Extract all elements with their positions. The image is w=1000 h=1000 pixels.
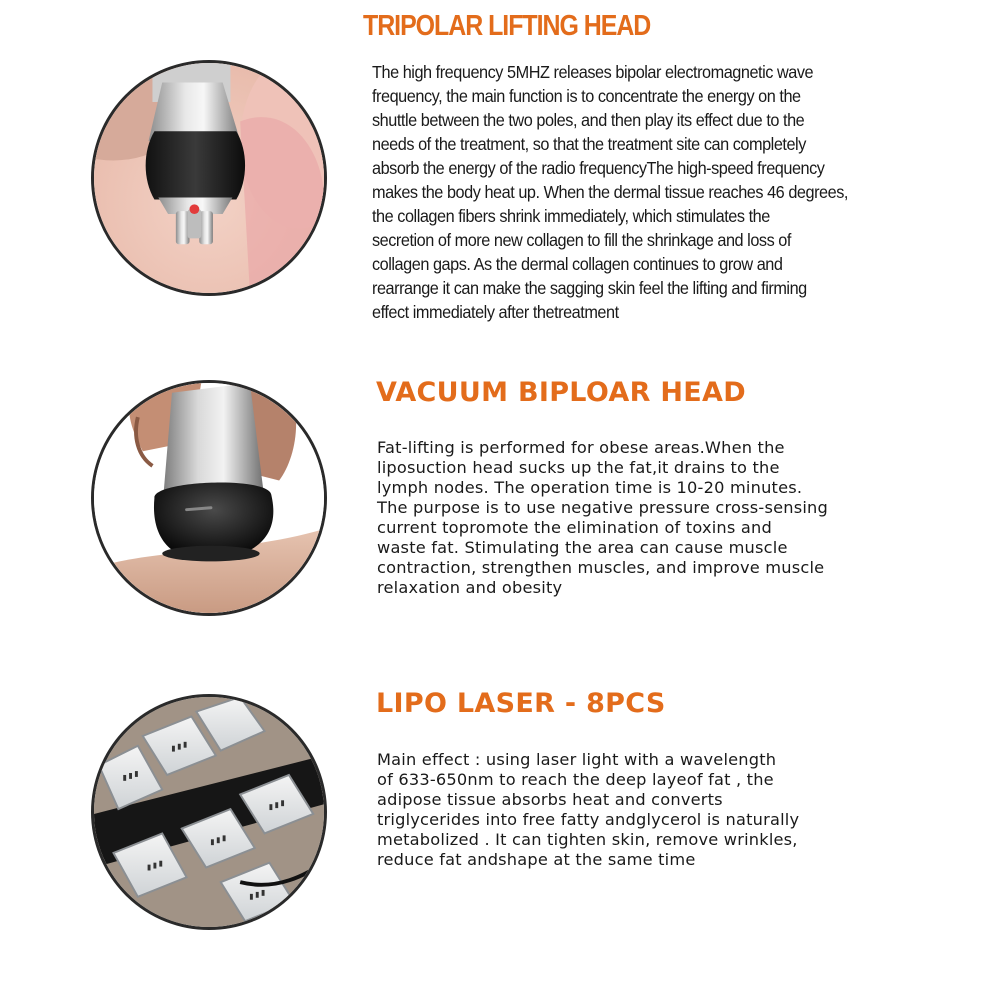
description-line: secretion of more new collagen to fill the shrinkage and loss of <box>372 230 791 250</box>
description-line: liposuction head sucks up the fat,it drains to the <box>377 458 780 477</box>
section-description <box>372 60 893 324</box>
description-line: the collagen fibers shrink immediately, which stimulates the <box>372 206 770 226</box>
description-line: The purpose is to use negative pressure cross-sensing <box>377 498 828 517</box>
description-line: Fat-lifting is performed for obese areas.When the <box>377 438 785 457</box>
description-line: of 633-650nm to reach the deep layeof fat , the <box>377 770 774 789</box>
description-line: frequency, the main function is to concentrate the energy on the <box>372 86 801 106</box>
lipo-laser-photo <box>91 694 327 930</box>
section-title: LIPO LASER - 8PCS <box>376 688 666 719</box>
description-line: collagen gaps. As the dermal collagen continues to grow and <box>372 254 783 274</box>
section-vacuum-bipolar-head <box>0 370 1000 650</box>
description-line: makes the body heat up. When the dermal tissue reaches 46 degrees, <box>372 182 848 202</box>
vacuum-head-photo <box>91 380 327 616</box>
section-lipo-laser <box>0 680 1000 980</box>
section-title: TRIPOLAR LIFTING HEAD <box>363 10 651 42</box>
description-line: absorb the energy of the radio frequencyThe high-speed frequency <box>372 158 825 178</box>
tripolar-head-photo <box>91 60 327 296</box>
description-line: contraction, strengthen muscles, and improve muscle <box>377 558 825 577</box>
section-description <box>377 750 837 870</box>
description-line: needs of the treatment, so that the treatment site can completely <box>372 134 806 154</box>
section-description <box>377 438 857 598</box>
description-line: The high frequency 5MHZ releases bipolar electromagnetic wave <box>372 62 814 82</box>
description-line: effect immediately after thetreatment <box>372 302 619 322</box>
description-line: current topromote the elimination of toxins and <box>377 518 772 537</box>
description-line: lymph nodes. The operation time is 10-20 minutes. <box>377 478 803 497</box>
description-line: rearrange it can make the sagging skin feel the lifting and firming <box>372 278 807 298</box>
lipo-laser-illustration <box>94 697 324 927</box>
section-tripolar-lifting-head <box>0 0 1000 330</box>
description-line: relaxation and obesity <box>377 578 563 597</box>
description-line: triglycerides into free fatty andglycerol is naturally <box>377 810 800 829</box>
description-line: metabolized . It can tighten skin, remove wrinkles, <box>377 830 798 849</box>
tripolar-head-illustration <box>94 63 324 293</box>
description-line: waste fat. Stimulating the area can cause muscle <box>377 538 788 557</box>
vacuum-head-illustration <box>94 383 324 613</box>
description-line: Main effect : using laser light with a wavelength <box>377 750 777 769</box>
description-line: adipose tissue absorbs heat and converts <box>377 790 723 809</box>
section-title: VACUUM BIPLOAR HEAD <box>376 377 746 408</box>
description-line: reduce fat andshape at the same time <box>377 850 696 869</box>
description-line: shuttle between the two poles, and then play its effect due to the <box>372 110 805 130</box>
